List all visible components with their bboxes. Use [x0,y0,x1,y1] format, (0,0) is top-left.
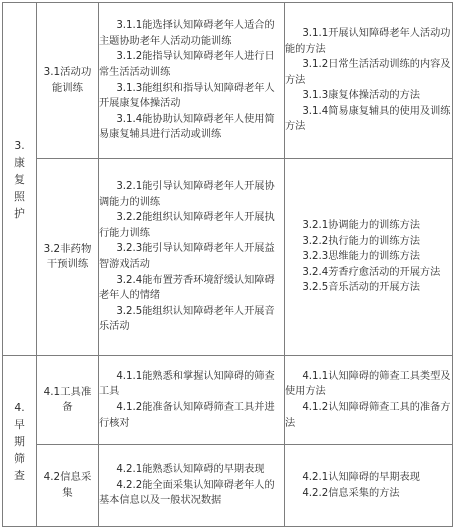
knowledge-item: 4.2.2信息采集的方法 [302,487,400,499]
skills-cell [99,356,285,445]
skill-item: 4.2.2能全面采集认知障碍老年人的基本信息以及一般状况数据 [99,479,275,507]
knowledge-item: 3.2.3思维能力的训练方法 [302,251,420,263]
knowledge-item: 3.2.1协调能力的训练方法 [302,220,420,232]
table-row [3,356,453,445]
skill-item: 3.1.2能指导认知障碍老年人进行日常生活活动训练 [99,51,275,78]
skill-item: 3.2.5能组织认知障碍老年人开展音乐活动 [99,305,275,333]
domain-cell-rehab-care [3,3,37,356]
knowledge-item: 4.1.1认知障碍的筛查工具类型及使用方法 [285,370,451,398]
skill-item: 3.2.4能布置芳香环境舒缓认知障碍老年人的情绪 [99,274,275,302]
unit-cell [37,445,99,527]
skill-item: 3.2.3能引导认知障碍老年人开展益智游戏活动 [99,243,275,270]
unit-label: 4.2信息采集 [43,471,92,499]
domain-label: 4.早期筛查 [14,400,25,482]
knowledge-item: 4.1.2认知障碍筛查工具的准备方法 [285,402,451,429]
table-row [3,445,453,527]
knowledge-cell [285,356,453,445]
skill-item: 4.1.1能熟悉和掌握认知障碍的筛查工具 [99,370,275,398]
knowledge-item: 4.2.1认知障碍的早期表现 [302,471,420,483]
table-row [3,3,453,159]
knowledge-item: 3.1.3康复体操活动的方法 [302,90,420,102]
unit-cell [37,3,99,159]
domain-label: 3.康复照护 [14,138,25,220]
knowledge-item: 3.1.1开展认知障碍老年人活动功能的方法 [285,27,451,55]
skills-cell [99,3,285,159]
skill-item: 3.2.2能组织认知障碍老年人开展执行能力训练 [99,212,275,239]
skill-item: 4.2.1能熟悉认知障碍的早期表现 [116,464,265,476]
table-row [3,159,453,356]
skill-item: 3.1.1能选择认知障碍老年人适合的主题协助老年人活动功能训练 [99,20,275,47]
knowledge-item: 3.2.5音乐活动的开展方法 [302,282,420,294]
skill-item: 3.1.3能组织和指导认知障碍老年人开展康复体操活动 [99,82,275,110]
skill-item: 3.1.4能协助认知障碍老年人使用简易康复辅具进行活动或训练 [99,113,275,141]
knowledge-item: 3.2.4芳香疗愈活动的开展方法 [302,266,441,278]
unit-label: 3.1活动功能训练 [43,66,92,94]
competency-table [2,2,453,527]
skills-cell [99,159,285,356]
knowledge-cell [285,159,453,356]
unit-cell [37,356,99,445]
unit-label: 4.1工具准备 [43,385,92,413]
knowledge-item: 3.1.2日常生活活动训练的内容及方法 [285,59,451,86]
unit-label: 3.2非药物干预训练 [43,242,92,270]
knowledge-item: 3.1.4简易康复辅具的使用及训练方法 [285,105,451,133]
domain-cell-early-screening [3,356,37,527]
skills-cell [99,445,285,527]
unit-cell [37,159,99,356]
knowledge-item: 3.2.2执行能力的训练方法 [302,235,420,247]
skill-item: 3.2.1能引导认知障碍老年人开展协调能力的训练 [99,181,275,208]
knowledge-cell [285,3,453,159]
knowledge-cell [285,445,453,527]
skill-item: 4.1.2能准备认知障碍筛查工具并进行核对 [99,402,275,429]
